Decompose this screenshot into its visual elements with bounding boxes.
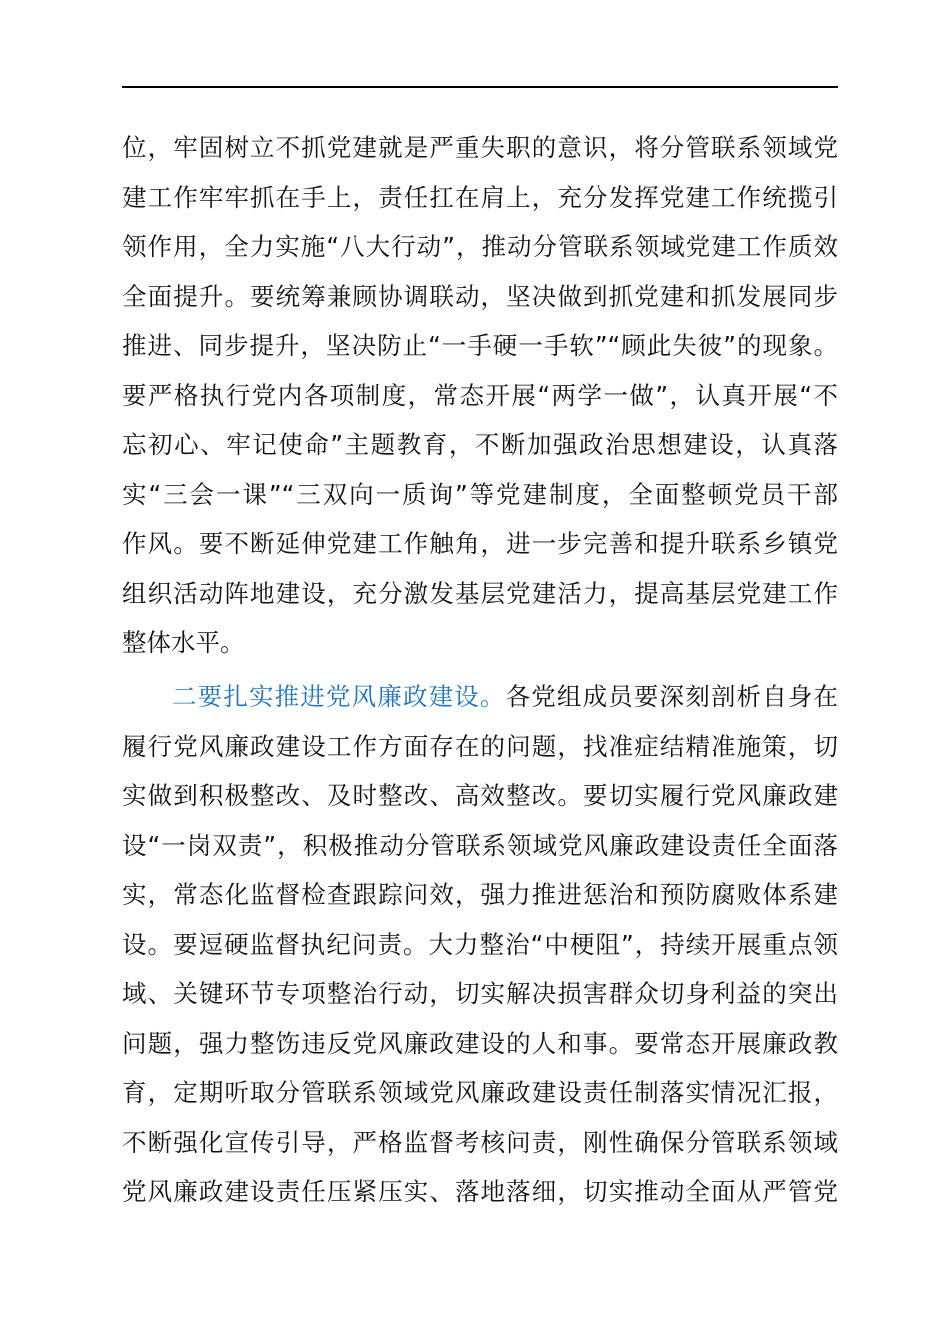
text-line: 域、关键环节专项整治行动，切实解决损害群众切身利益的突出 xyxy=(122,979,838,1008)
paragraph-clean-governance xyxy=(122,672,838,1217)
text-line: 领作用，全力实施“八大行动”，推动分管联系领域党建工作质效 xyxy=(122,232,838,261)
text-line: 要严格执行党内各项制度，常态开展“两学一做”，认真开展“不 xyxy=(122,380,838,410)
text-line: 实“三会一课”“三双向一质询”等党建制度，全面整顿党员干部 xyxy=(122,479,838,509)
paragraph-first-line xyxy=(122,672,838,722)
text-line: 推进、同步提升，坚决防止“一手硬一手软”“顾此失彼”的现象。 xyxy=(122,331,838,360)
text-line: 履行党风廉政建设工作方面存在的问题，找准症结精准施策，切 xyxy=(122,731,838,761)
text-line: 育，定期听取分管联系领域党风廉政建设责任制落实情况汇报， xyxy=(122,1078,838,1107)
text-line: 建工作牢牢抓在手上，责任扛在肩上，充分发挥党建工作统揽引 xyxy=(122,182,838,212)
text-line: 设。要逗硬监督执纪问责。大力整治“中梗阻”，持续开展重点领 xyxy=(122,929,838,959)
text-line: 位，牢固树立不抓党建就是严重失职的意识，将分管联系领域党 xyxy=(122,133,838,162)
text-line: 实做到积极整改、及时整改、高效整改。要切实履行党风廉政建 xyxy=(122,781,838,810)
text-line: 忘初心、牢记使命”主题教育，不断加强政治思想建设，认真落 xyxy=(122,430,838,459)
text-line: 整体水平。 xyxy=(122,628,245,657)
text-line: 作风。要不断延伸党建工作触角，进一步完善和提升联系乡镇党 xyxy=(122,529,838,558)
header-rule xyxy=(122,86,838,88)
text-line: 党风廉政建设责任压紧压实、落地落细，切实推动全面从严管党 xyxy=(122,1177,838,1206)
text-line: 问题，强力整饬违反党风廉政建设的人和事。要常态开展廉政教 xyxy=(122,1028,838,1058)
text-line: 设“一岗双责”，积极推动分管联系领域党风廉政建设责任全面落 xyxy=(122,830,838,860)
text-line: 组织活动阵地建设，充分激发基层党建活力，提高基层党建工作 xyxy=(122,578,838,608)
section-heading: 二要扎实推进党风廉政建设。 xyxy=(172,682,506,711)
paragraph-party-building xyxy=(122,123,838,668)
text-line: 全面提升。要统筹兼顾协调联动，坚决做到抓党建和抓发展同步 xyxy=(122,281,838,311)
text-line: 实，常态化监督检查跟踪问效，强力推进惩治和预防腐败体系建 xyxy=(122,880,838,909)
text-line: 不断强化宣传引导，严格监督考核问责，刚性确保分管联系领域 xyxy=(122,1127,838,1157)
heading-line-rest: 各党组成员要深刻剖析自身在 xyxy=(505,682,838,711)
